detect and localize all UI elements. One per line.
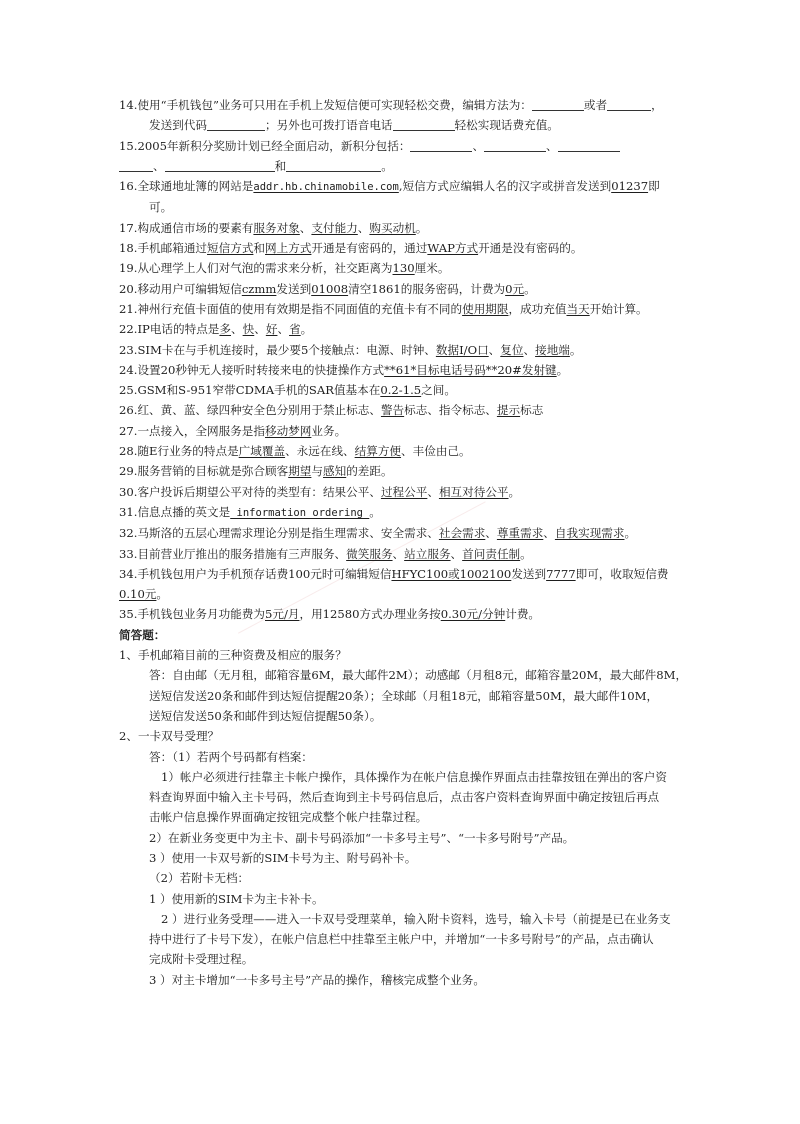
question-text: 2005年新积分奖励计划已经全面启动，新积分包括： [137, 138, 411, 153]
separator: 、 [488, 342, 501, 357]
separator: 。 [520, 546, 532, 561]
answer-line: 送短信发送20条和邮件到达短信提醒20条）；全球邮（月租18元，邮箱容量50M，最大邮件10M， [149, 688, 659, 703]
question-text: 、丰俭由己。 [401, 444, 471, 459]
answer: 自我实现需求 [554, 526, 625, 541]
answer-line: 3 ）对主卡增加“一卡多号主号”产品的操作，稽核完成整个业务。 [149, 972, 485, 987]
question-text: ， [651, 98, 663, 112]
question-number: 29. [119, 464, 138, 479]
question-text: 信息点播的英文是 [137, 504, 231, 519]
answer: 0元 [505, 281, 525, 296]
answer: 购买动机 [369, 220, 416, 235]
document-body [119, 95, 691, 990]
answer: 广域覆盖 [238, 444, 286, 459]
answer: 接地端 [535, 342, 570, 357]
question-29 [119, 461, 691, 481]
question-30 [119, 482, 691, 502]
question-text: 业务。 [311, 423, 347, 438]
question-text: 一点接入，全网服务是指 [137, 423, 265, 438]
separator: 。 [508, 484, 521, 499]
answer-blank [207, 117, 265, 131]
question-number: 27. [119, 423, 138, 438]
answer-blank [393, 117, 455, 131]
question-number: 19. [119, 261, 138, 276]
question-text: 移动用户可编辑短信 [137, 281, 242, 296]
question-text: 神州行充值卡面值的使用有效期是指不同面值的充值卡有不同的 [137, 301, 463, 316]
separator: 、 [523, 342, 536, 357]
answer: 使用期限 [462, 301, 509, 316]
question-number: 20. [119, 281, 138, 296]
answer: 过程公平 [380, 484, 428, 499]
answer-line: 答：（1）若两个号码都有档案： [149, 749, 313, 764]
question-20 [119, 279, 691, 299]
question-text: 使用“手机钱包”业务可只用在手机上发短信便可实现轻松交费，编辑方法为： [137, 98, 532, 112]
separator: 、 [153, 158, 165, 173]
question-text: 即可，收取短信费 [575, 566, 669, 581]
question-text: 服务营销的目标就是弥合顾客 [137, 464, 289, 479]
answer: 0.30元/分钟 [440, 607, 506, 622]
answer: 短信方式 [207, 241, 254, 256]
question-number: 16. [119, 179, 138, 194]
question-text: 目前营业厅推出的服务措施有三声服务、 [137, 546, 347, 561]
question-number: 30. [119, 484, 138, 499]
answer: 提示 [496, 403, 521, 418]
separator: 、 [543, 526, 555, 541]
answer: 尊重需求 [496, 526, 544, 541]
answer-line: （2）若附卡无档： [149, 871, 250, 886]
question-text: 、永远在线、 [285, 444, 355, 459]
question-text: 即 [648, 179, 660, 194]
answer-blank [558, 138, 620, 152]
question-28 [119, 441, 691, 461]
question-text: 开通是有密码的，通过 [311, 241, 428, 256]
answer: 多 [219, 322, 232, 337]
question-16-cont [119, 197, 691, 217]
answer-blank [286, 158, 381, 172]
answer: 服务对象 [253, 220, 300, 235]
separator: 。 [524, 281, 536, 296]
answer: WAP方式 [427, 241, 479, 256]
answer: 首问责任制 [462, 546, 521, 561]
answer-line: 1）帐户必须进行挂靠主卡帐户操作，具体操作为在帐户信息操作界面点击挂靠按钮在弹出的客户资 [161, 769, 667, 784]
question-text: IP电话的特点是 [137, 322, 220, 337]
question-18 [119, 238, 691, 258]
answer-line: 2）在新业务变更中为主卡、副卡号码添加“一卡多号主号”、“一卡多号附号”产品。 [149, 830, 575, 845]
question-text: 设置20秒钟无人接听时转接来电的快捷操作方式 [137, 362, 385, 377]
question-text: ；另外也可拨打语音电话 [264, 118, 393, 133]
answer-line: 送短信发送50条和邮件到达短信提醒50条）。 [149, 708, 382, 723]
answer: 0.10元 [119, 587, 157, 602]
answer: 省 [289, 322, 301, 337]
question-number: 14. [119, 98, 138, 112]
question-35 [119, 604, 691, 624]
question-14 [119, 95, 691, 115]
question-number: 34. [119, 566, 138, 581]
website-link[interactable]: addr.hb.chinamobile.com [253, 181, 399, 194]
question-text: 发送到 [276, 281, 312, 296]
section-title: 简答题： [119, 627, 166, 642]
question-text: 马斯洛的五层心理需求理论分别是指生理需求、安全需求、 [137, 526, 439, 541]
separator: 、 [299, 220, 312, 235]
question-text: 手机钱包用户为手机预存话费100元时可编辑短信 [137, 566, 392, 581]
separator: 、 [450, 546, 463, 561]
question-23 [119, 340, 691, 360]
question-text: 的差距。 [346, 464, 393, 479]
question-number: 1、 [119, 648, 138, 663]
answer: 7777 [546, 566, 576, 581]
answer-line: 1 ）使用新的SIM卡为主卡补卡。 [149, 891, 324, 906]
question-text: 厘米。 [414, 261, 450, 276]
answer: 数据I/O口 [435, 342, 489, 357]
answer: 警告 [380, 403, 405, 418]
question-text: ，用12580方式办理业务按 [299, 607, 441, 622]
question-number: 26. [119, 403, 138, 418]
question-text: 开通是没有密码的。 [478, 241, 583, 256]
question-14-cont [119, 115, 691, 135]
separator: 、 [254, 322, 266, 337]
question-27 [119, 421, 691, 441]
separator: 。 [369, 504, 381, 519]
short-question-1 [119, 645, 691, 665]
separator: 。 [624, 526, 637, 541]
answer: 期望 [288, 464, 312, 479]
question-text: 可。 [149, 200, 173, 215]
question-text: SIM卡在与手机连接时，最少要5个接触点：电源、时钟、 [137, 342, 436, 357]
question-text: 手机邮箱目前的三种资费及相应的服务？ [137, 648, 347, 663]
question-number: 22. [119, 322, 138, 337]
question-15 [119, 136, 691, 156]
question-number: 35. [119, 607, 138, 622]
answer: 结算方便 [354, 444, 402, 459]
question-text: 计费。 [505, 607, 541, 622]
answer: 好 [265, 322, 278, 337]
question-text: 全球通地址簿的网站是 [137, 179, 254, 194]
answer-line: 2 ）进行业务受理——进入一卡双号受理菜单，输入附卡资料，选号，输入卡号（前提是已在业务支 [161, 911, 671, 926]
question-number: 21. [119, 301, 138, 316]
question-number: 31. [119, 504, 138, 519]
answer-blank [484, 138, 546, 152]
question-text: 客户投诉后期望公平对待的类型有：结果公平、 [137, 484, 381, 499]
separator: 、 [357, 220, 370, 235]
separator: 。 [381, 158, 393, 173]
separator: 、 [392, 546, 405, 561]
question-34-cont [119, 584, 691, 604]
question-text: 轻松实现话费充值。 [454, 118, 559, 133]
answer: information ordering [230, 506, 370, 519]
question-text: 之间。 [421, 383, 456, 398]
answer: 5元/月 [265, 607, 300, 622]
question-text: 清空1861的服务密码，计费为 [348, 281, 506, 296]
question-text: 开始计算。 [589, 301, 648, 316]
question-34 [119, 564, 691, 584]
question-text: 标志、指令标志、 [404, 403, 497, 418]
separator: 、 [231, 322, 243, 337]
answer: 当天 [566, 301, 590, 316]
answer: 0.2-1.5 [380, 383, 422, 398]
question-text: 随E行业务的特点是 [137, 444, 239, 459]
answer-blank [119, 158, 153, 172]
question-text: 标志 [520, 403, 544, 418]
question-text: 手机钱包业务月功能费为 [137, 607, 265, 622]
answer: 社会需求 [438, 526, 486, 541]
separator: 、 [472, 138, 485, 153]
answer: 站立服务 [404, 546, 451, 561]
separator: 、 [427, 484, 439, 499]
answer: 相互对待公平 [438, 484, 509, 499]
question-26 [119, 400, 691, 420]
answer: **61*目标电话号码**20#发射键 [384, 362, 557, 377]
question-31 [119, 502, 691, 523]
answer-line: 答：自由邮（无月租，邮箱容量6M，最大邮件2M）；动感邮（月租8元，邮箱容量20M，最大邮件8M， [149, 668, 688, 683]
question-17 [119, 218, 691, 238]
answer-line: 3 ）使用一卡双号新的SIM卡号为主、附号码补卡。 [149, 850, 417, 865]
separator: 。 [415, 220, 428, 235]
question-text: 红、黄、蓝、绿四种安全色分别用于禁止标志、 [137, 403, 381, 418]
question-text: 发送到代码 [149, 118, 207, 133]
answer-line: 持中进行了卡号下发），在帐户信息栏中挂靠至主帐户中，并增加“一卡多号附号”的产品，点击确认 [149, 932, 654, 947]
answer: 网上方式 [265, 241, 312, 256]
question-number: 2、 [119, 729, 138, 744]
question-15-cont [119, 156, 691, 176]
answer-line: 完成附卡受理过程。 [149, 952, 254, 967]
answer-blank [165, 158, 275, 172]
separator: 和 [253, 241, 266, 256]
question-16 [119, 176, 691, 197]
question-text: GSM和S-951窄带CDMA手机的SAR值基本在 [137, 383, 381, 398]
question-number: 32. [119, 526, 138, 541]
question-21 [119, 299, 691, 319]
short-question-2 [119, 726, 691, 746]
answer: 复位 [500, 342, 524, 357]
question-22 [119, 319, 691, 339]
separator: 。 [556, 362, 569, 377]
question-24 [119, 360, 691, 380]
separator: 、 [546, 138, 558, 153]
question-19 [119, 258, 691, 278]
answer-blank [410, 138, 472, 152]
answer: czmm [241, 281, 277, 296]
question-number: 33. [119, 546, 138, 561]
separator: 、 [277, 322, 290, 337]
answer: 01237 [611, 179, 649, 194]
question-text: 一卡双号受理？ [137, 729, 220, 744]
question-number: 18. [119, 241, 138, 256]
answer: 支付能力 [311, 220, 358, 235]
question-text: 构成通信市场的要素有 [137, 220, 254, 235]
answer-line: 击帐户信息操作界面确定按钮完成整个帐户挂靠过程。 [149, 810, 428, 825]
answer: 感知 [323, 464, 347, 479]
answer: 移动梦网 [265, 423, 312, 438]
separator: 、 [485, 526, 497, 541]
question-text: 发送到 [511, 566, 547, 581]
question-33 [119, 544, 691, 564]
question-number: 17. [119, 220, 138, 235]
answer-blank [532, 97, 584, 111]
answer: 微笑服务 [346, 546, 393, 561]
separator: 。 [300, 322, 313, 337]
separator: 。 [569, 342, 582, 357]
question-number: 23. [119, 342, 138, 357]
question-number: 25. [119, 383, 138, 398]
question-number: 24. [119, 362, 138, 377]
question-text: ，成功充值 [508, 301, 567, 316]
question-number: 15. [119, 138, 138, 153]
question-number: 28. [119, 444, 138, 459]
answer-line: 料查询界面中输入主卡号码，然后查询到主卡号码信息后，点击客户资料查询界面中确定按钮后再点 [149, 790, 660, 805]
separator: 。 [156, 587, 169, 602]
answer: 快 [242, 322, 255, 337]
separator: 和 [274, 158, 287, 173]
question-text: 从心理学上人们对气泡的需求来分析，社交距离为 [137, 261, 393, 276]
question-text: 或者 [583, 98, 608, 112]
question-text: 手机邮箱通过 [137, 241, 208, 256]
question-text: ,短信方式应编辑人名的汉字或拼音发送到 [398, 179, 612, 194]
answer: 130 [392, 261, 415, 276]
answer: 01008 [311, 281, 349, 296]
answer-blank [607, 97, 651, 111]
answer: HFYC100或1002100 [391, 566, 512, 581]
question-32 [119, 523, 691, 543]
question-25 [119, 380, 691, 400]
separator: 与 [311, 464, 323, 479]
